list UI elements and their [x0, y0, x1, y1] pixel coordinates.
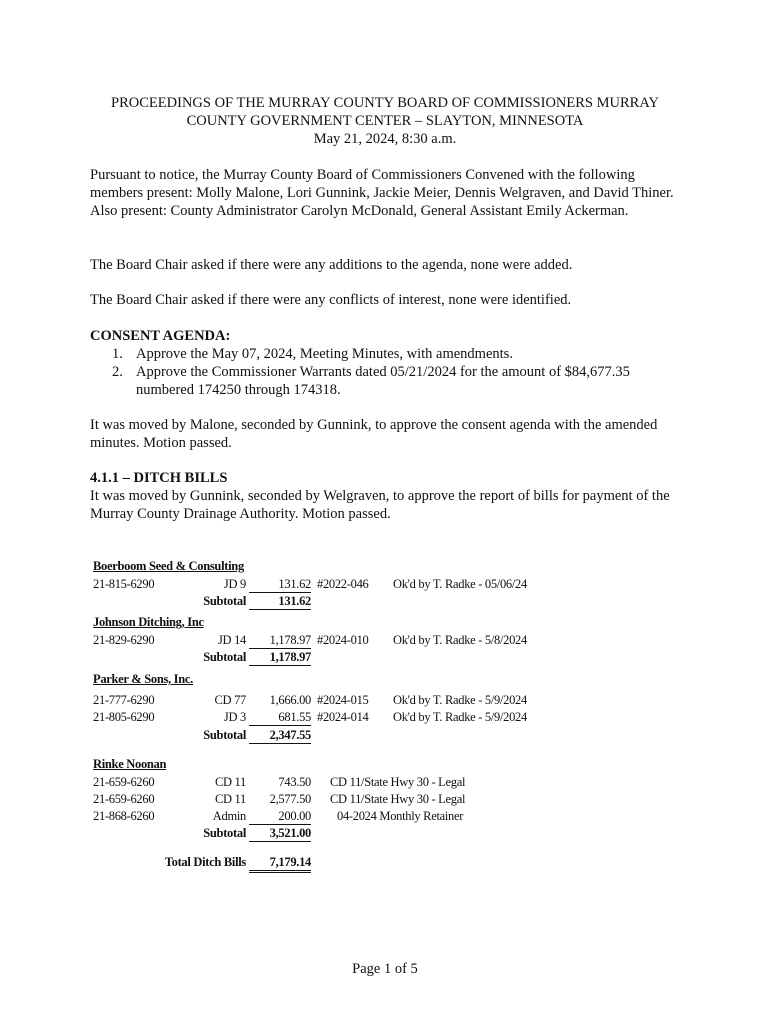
reference-number: #2024-015 [317, 693, 369, 707]
total-row [93, 854, 653, 870]
ditch-code: Admin [212, 809, 246, 823]
subtotal-value: 2,347.55 [249, 727, 311, 744]
amount: 681.55 [249, 709, 311, 726]
table-row [93, 774, 653, 790]
subtotal-label: Subtotal [203, 594, 246, 608]
table-row [93, 632, 653, 648]
intro-paragraph: Pursuant to notice, the Murray County Board of Commissioners Convened with the following members present: Molly Malone, Lori Gunnink, Jackie Meier, Dennis Welgraven, and David Thiner. Also present: County Administrator Carolyn McDonald, General Assistant Emily Ackerman. [90, 167, 674, 219]
vendor-name: Boerboom Seed & Consulting [93, 559, 244, 573]
table-row [93, 709, 653, 725]
list-item-text: Approve the May 07, 2024, Meeting Minutes, with amendments. [136, 346, 513, 362]
list-item-number: 1. [112, 346, 123, 362]
vendor-name-row [93, 756, 653, 772]
header-line-3: May 21, 2024, 8:30 a.m. [313, 131, 457, 147]
header-line-1: PROCEEDINGS OF THE MURRAY COUNTY BOARD OF COMMISSIONERS MURRAY [111, 95, 659, 111]
amount: 743.50 [278, 775, 311, 789]
consent-motion-paragraph: It was moved by Malone, seconded by Gunnink, to approve the consent agenda with the amended minutes. Motion passed. [90, 417, 658, 451]
page-number: Page 1 of 5 [352, 961, 418, 977]
list-item [90, 363, 690, 399]
approval-note: Ok'd by T. Radke - 5/8/2024 [393, 633, 527, 647]
account-number: 21-805-6290 [93, 710, 155, 724]
total-value: 7,179.14 [249, 854, 311, 873]
list-item [90, 345, 690, 363]
vendor-name: Parker & Sons, Inc. [93, 672, 193, 686]
vendor-name-row [93, 614, 653, 630]
additions-paragraph: The Board Chair asked if there were any additions to the agenda, none were added. [90, 257, 573, 273]
vendor-name-row [93, 671, 653, 687]
reference-number: #2024-010 [317, 633, 369, 647]
reference-number: #2024-014 [317, 710, 369, 724]
subtotal-value: 131.62 [249, 593, 311, 610]
vendor-name: Johnson Ditching, Inc [93, 615, 204, 629]
line-description: 04-2024 Monthly Retainer [337, 809, 464, 823]
table-row [93, 576, 653, 592]
table-row [93, 791, 653, 807]
header-line-2: COUNTY GOVERNMENT CENTER – SLAYTON, MINNESOTA [186, 113, 584, 129]
ditch-code: JD 9 [223, 577, 246, 591]
ditch-bills-section [90, 469, 690, 523]
account-number: 21-815-6290 [93, 577, 155, 591]
reference-number: #2022-046 [317, 577, 369, 591]
line-description: CD 11/State Hwy 30 - Legal [330, 792, 466, 806]
line-description: CD 11/State Hwy 30 - Legal [330, 775, 466, 789]
subtotal-row [93, 593, 653, 609]
ditch-code: JD 3 [223, 710, 246, 724]
document-header [60, 94, 710, 148]
amount: 2,577.50 [269, 792, 311, 806]
consent-agenda-section [90, 327, 690, 399]
ditch-bills-motion: It was moved by Gunnink, seconded by Welgraven, to approve the report of bills for payment of the Murray County Drainage Authority. Motion passed. [90, 488, 670, 522]
ditch-code: CD 77 [214, 693, 246, 707]
ditch-code: CD 11 [214, 792, 246, 806]
subtotal-value: 3,521.00 [249, 825, 311, 842]
subtotal-row [93, 825, 653, 841]
approval-note: Ok'd by T. Radke - 5/9/2024 [393, 693, 527, 707]
subtotal-label: Subtotal [203, 826, 246, 840]
subtotal-label: Subtotal [203, 728, 246, 742]
amount: 1,666.00 [269, 693, 311, 707]
subtotal-value: 1,178.97 [249, 649, 311, 666]
approval-note: Ok'd by T. Radke - 05/06/24 [393, 577, 527, 591]
subtotal-row [93, 727, 653, 743]
vendor-name-row [93, 558, 653, 574]
account-number: 21-777-6290 [93, 693, 155, 707]
list-item-text: Approve the Commissioner Warrants dated 05/21/2024 for the amount of $84,677.35 numbered 174250 through 174318. [136, 364, 630, 398]
total-label: Total Ditch Bills [164, 855, 246, 869]
amount: 1,178.97 [249, 632, 311, 649]
account-number: 21-829-6290 [93, 633, 155, 647]
account-number: 21-659-6260 [93, 792, 155, 806]
ditch-code: CD 11 [214, 775, 246, 789]
subtotal-row [93, 649, 653, 665]
table-row [93, 808, 653, 824]
ditch-bills-heading: 4.1.1 – DITCH BILLS [90, 470, 228, 486]
subtotal-label: Subtotal [203, 650, 246, 664]
consent-agenda-list [90, 345, 690, 399]
conflicts-paragraph: The Board Chair asked if there were any conflicts of interest, none were identified. [90, 292, 572, 308]
list-item-number: 2. [112, 364, 123, 380]
account-number: 21-868-6260 [93, 809, 155, 823]
ditch-code: JD 14 [217, 633, 246, 647]
approval-note: Ok'd by T. Radke - 5/9/2024 [393, 710, 527, 724]
amount: 131.62 [249, 576, 311, 593]
table-row [93, 692, 653, 708]
consent-agenda-heading: CONSENT AGENDA: [90, 328, 231, 344]
vendor-name: Rinke Noonan [93, 757, 167, 771]
amount: 200.00 [249, 808, 311, 825]
account-number: 21-659-6260 [93, 775, 155, 789]
